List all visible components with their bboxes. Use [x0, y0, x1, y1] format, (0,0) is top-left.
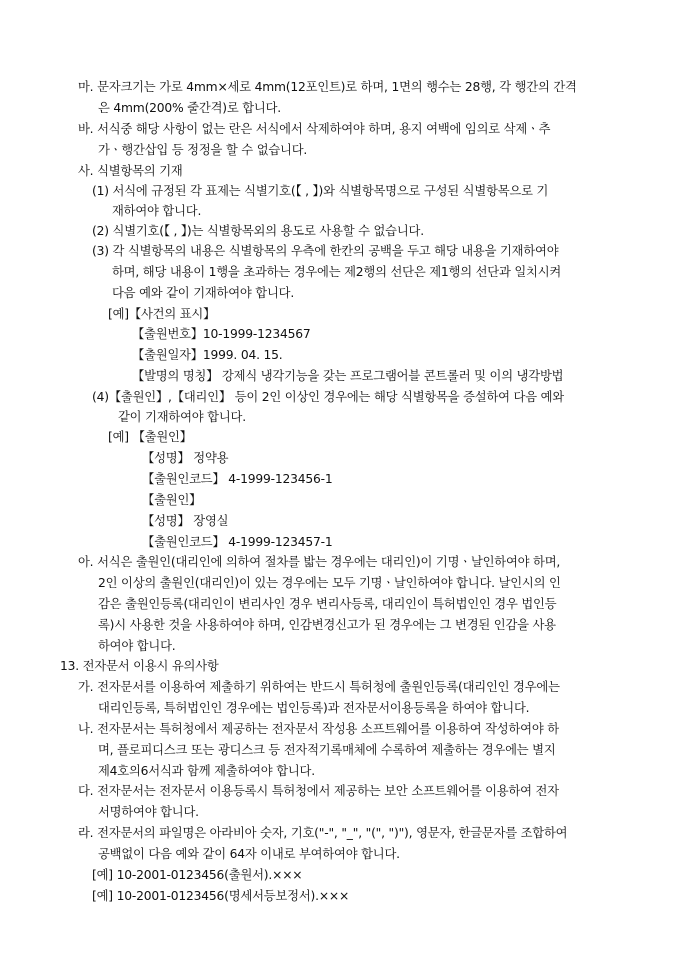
- item-a-line-2: 2인 이상의 출원인(대리인)이 있는 경우에는 모두 기명ㆍ날인하여야 합니다. 날인시의 인: [98, 576, 561, 590]
- sub-item-3-line-3: 다음 예와 같이 기재하여야 합니다.: [112, 286, 295, 300]
- item-ga-line-1: 가. 전자문서를 이용하여 제출하기 위하여는 반드시 특허청에 출원인등록(대리인인 경우에는: [78, 680, 560, 694]
- sub-item-4-line-2: 같이 기재하여야 합니다.: [118, 410, 246, 424]
- example-invention-title: 【발명의 명칭】 강제식 냉각기능을 갖는 프로그램어블 콘트롤러 및 이의 냉각방법: [132, 369, 564, 383]
- item-a-line-1: 아. 서식은 출원인(대리인에 의하여 절차를 밟는 경우에는 대리인)이 기명ㆍ날인하여야 하며,: [78, 555, 561, 569]
- item-a-line-3: 감은 출원인등록(대리인이 변리사인 경우 변리사등록, 대리인이 특허법인인 경우 법인등: [98, 597, 557, 611]
- example-applicant-code-1: 【출원인코드】 4-1999-123456-1: [142, 472, 333, 486]
- item-na-line-2: 며, 플로피디스크 또는 광디스크 등 전자적기록매체에 수록하여 제출하는 경우에는 별지: [98, 743, 556, 757]
- item-na-line-3: 제4호의6서식과 함께 제출하여야 합니다.: [98, 764, 315, 778]
- item-a-line-4: 록)시 사용한 것을 사용하여야 하며, 인감변경신고가 된 경우에는 그 변경된 인감을 사용: [98, 618, 556, 632]
- item-ba-line-2: 가ㆍ행간삽입 등 정정을 할 수 없습니다.: [98, 143, 308, 157]
- example-applicant-code-2: 【출원인코드】 4-1999-123457-1: [142, 535, 333, 549]
- sub-item-1-line-1: (1) 서식에 규정된 각 표제는 식별기호(【 , 】)와 식별항목명으로 구성된 식별항목으로 기: [92, 184, 549, 198]
- item-a-line-5: 하여야 합니다.: [98, 639, 176, 653]
- item-da-line-1: 다. 전자문서는 전자문서 이용등록시 특허청에서 제공하는 보안 소프트웨어를 이용하여 전자: [78, 784, 559, 798]
- sub-item-3-line-2: 하며, 해당 내용이 1행을 초과하는 경우에는 제2행의 선단은 제1행의 선단과 일치시켜: [112, 265, 562, 279]
- example-filename-2: [예] 10-2001-0123456(명세서등보정서).×××: [92, 889, 350, 903]
- item-ga-line-2: 대리인등록, 특허법인인 경우에는 법인등록)과 전자문서이용등록을 하여야 합니다.: [98, 701, 530, 715]
- item-sa-heading: 사. 식별항목의 기재: [78, 164, 183, 178]
- sub-item-2: (2) 식별기호(【 , 】)는 식별항목외의 용도로 사용할 수 없습니다.: [92, 224, 424, 238]
- example-applicant-label: [예] 【출원인】: [108, 430, 192, 444]
- example-applicant-2: 【출원인】: [142, 493, 202, 507]
- sub-item-1-line-2: 재하여야 합니다.: [112, 204, 202, 218]
- example-application-number: 【출원번호】10-1999-1234567: [132, 327, 311, 341]
- item-ma-line-1: 마. 문자크기는 가로 4mm×세로 4mm(12포인트)로 하며, 1면의 행수는 28행, 각 행간의 간격: [78, 80, 577, 94]
- example-filename-1: [예] 10-2001-0123456(출원서).×××: [92, 868, 303, 882]
- sub-item-3-line-1: (3) 각 식별항목의 내용은 식별항목의 우측에 한칸의 공백을 두고 해당 내용을 기재하여야: [92, 244, 559, 258]
- item-da-line-2: 서명하여야 합니다.: [98, 805, 199, 819]
- item-ba-line-1: 바. 서식중 해당 사항이 없는 란은 서식에서 삭제하여야 하며, 용지 여백에 임의로 삭제ㆍ추: [78, 122, 551, 136]
- item-na-line-1: 나. 전자문서는 특허청에서 제공하는 전자문서 작성용 소프트웨어를 이용하여 작성하여야 하: [78, 722, 559, 736]
- example-application-date: 【출원일자】1999. 04. 15.: [132, 348, 283, 362]
- example-name-2: 【성명】 장영실: [142, 514, 229, 528]
- sub-item-4-line-1: (4)【출원인】,【대리인】 등이 2인 이상인 경우에는 해당 식별항목을 증설하여 다음 예와: [92, 390, 564, 404]
- section-13-heading: 13. 전자문서 이용시 유의사항: [60, 659, 219, 673]
- item-ma-line-2: 은 4mm(200% 줄간격)로 합니다.: [98, 101, 281, 115]
- item-ra-line-2: 공백없이 다음 예와 같이 64자 이내로 부여하여야 합니다.: [98, 847, 400, 861]
- example-case-title: [예]【사건의 표시】: [108, 307, 216, 321]
- example-name-1: 【성명】 정약용: [142, 451, 229, 465]
- item-ra-line-1: 라. 전자문서의 파일명은 아라비아 숫자, 기호("-", "_", "(", ")"), 영문자, 한글문자를 조합하여: [78, 826, 568, 840]
